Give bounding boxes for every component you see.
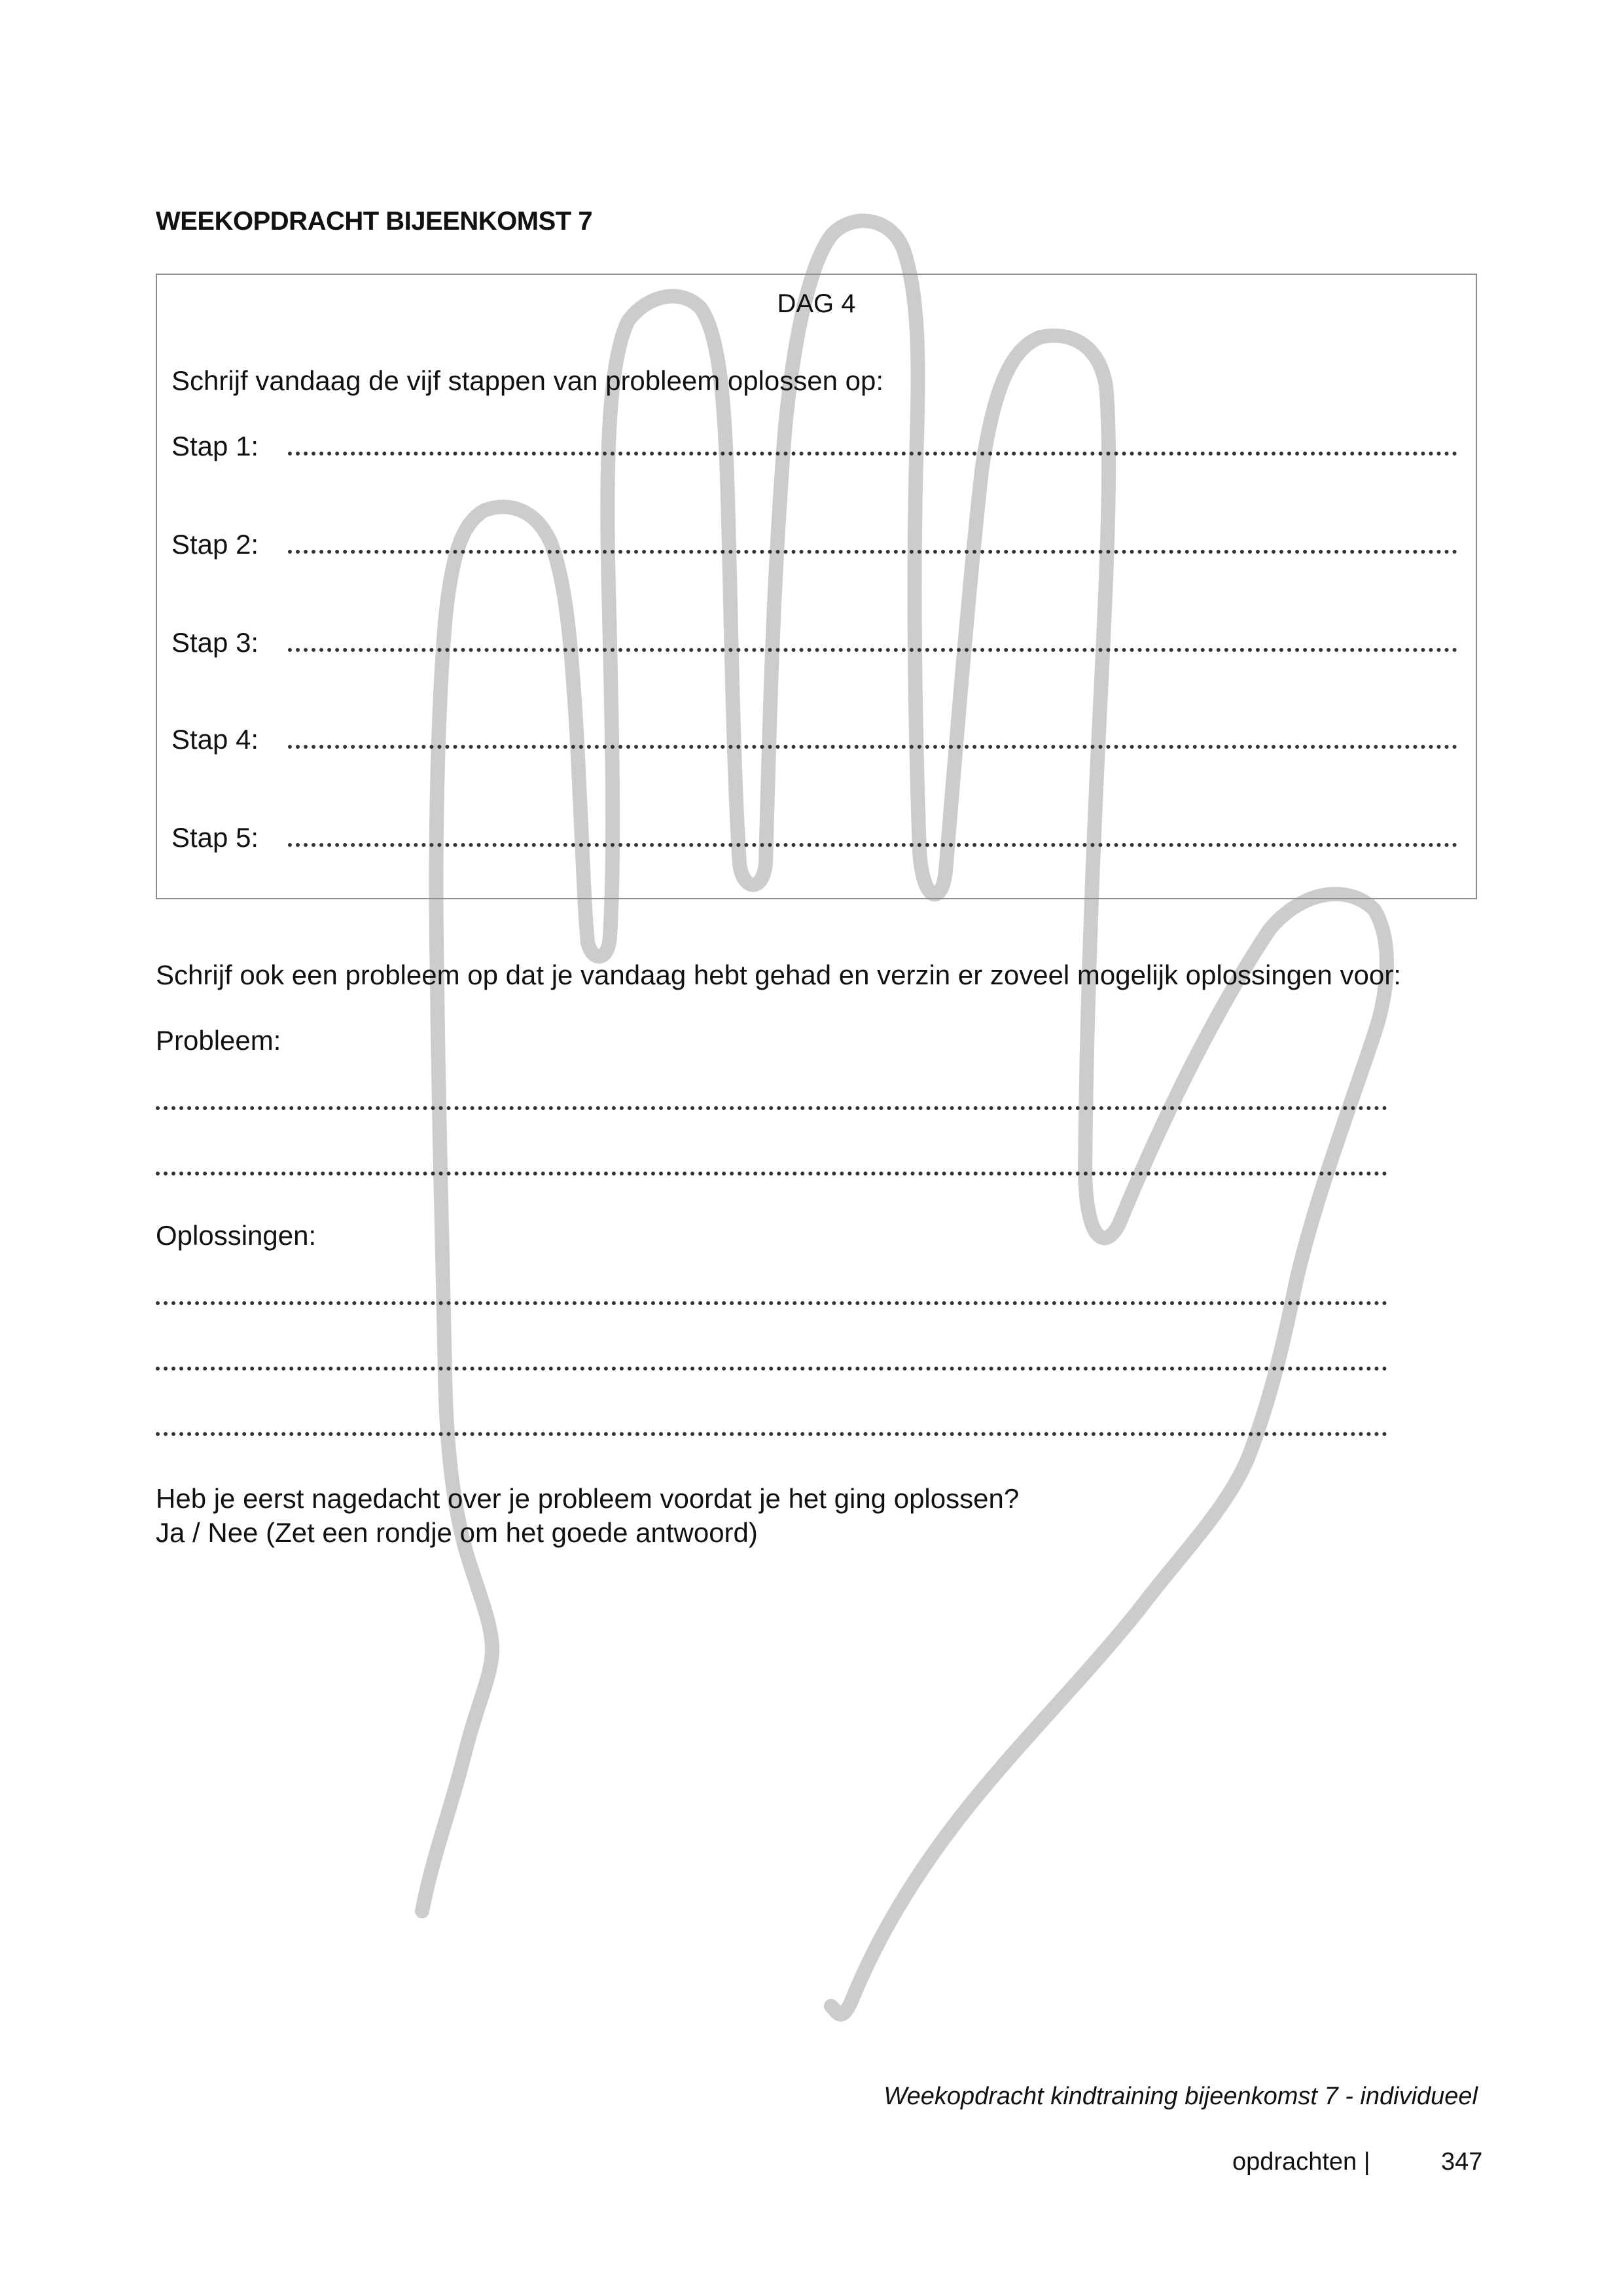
step-3-answer-line[interactable]	[288, 623, 1457, 652]
step-5-answer-line[interactable]	[288, 818, 1457, 847]
step-label: Stap 5:	[171, 822, 259, 853]
reflection-question: Heb je eerst nagedacht over je probleem voordat je het ging oplossen?	[156, 1483, 1020, 1514]
step-row-5	[171, 818, 1457, 857]
step-row-4	[171, 720, 1457, 759]
solution-answer-line-1[interactable]	[156, 1301, 1387, 1305]
problem-prompt: Schrijf ook een probleem op dat je vandaag hebt gehad en verzin er zoveel mogelijk oplossingen voor:	[156, 960, 1401, 990]
problem-answer-line-1[interactable]	[156, 1106, 1387, 1110]
day-label: DAG 4	[777, 289, 856, 318]
answer-instruction[interactable]: Ja / Nee (Zet een rondje om het goede antwoord)	[156, 1517, 758, 1548]
step-row-1	[171, 427, 1457, 466]
step-label: Stap 4:	[171, 724, 259, 755]
steps-instruction: Schrijf vandaag de vijf stappen van probleem oplossen op:	[171, 365, 884, 396]
solutions-label: Oplossingen:	[156, 1220, 317, 1251]
step-row-2	[171, 525, 1457, 564]
page-title: WEEKOPDRACHT BIJEENKOMST 7	[156, 207, 593, 236]
step-label: Stap 2:	[171, 529, 259, 560]
footer-section: opdrachten |	[1232, 2148, 1370, 2176]
footer-note: Weekopdracht kindtraining bijeenkomst 7 - individueel	[883, 2083, 1478, 2110]
solution-answer-line-3[interactable]	[156, 1432, 1387, 1436]
problem-label: Probleem:	[156, 1025, 281, 1056]
step-label: Stap 1:	[171, 431, 259, 461]
step-row-3	[171, 623, 1457, 662]
solution-answer-line-2[interactable]	[156, 1367, 1387, 1371]
problem-answer-line-2[interactable]	[156, 1172, 1387, 1175]
steps-box	[156, 274, 1477, 899]
step-1-answer-line[interactable]	[288, 427, 1457, 456]
step-label: Stap 3:	[171, 627, 259, 658]
page-number: 347	[1441, 2148, 1483, 2176]
step-4-answer-line[interactable]	[288, 720, 1457, 749]
step-2-answer-line[interactable]	[288, 525, 1457, 554]
